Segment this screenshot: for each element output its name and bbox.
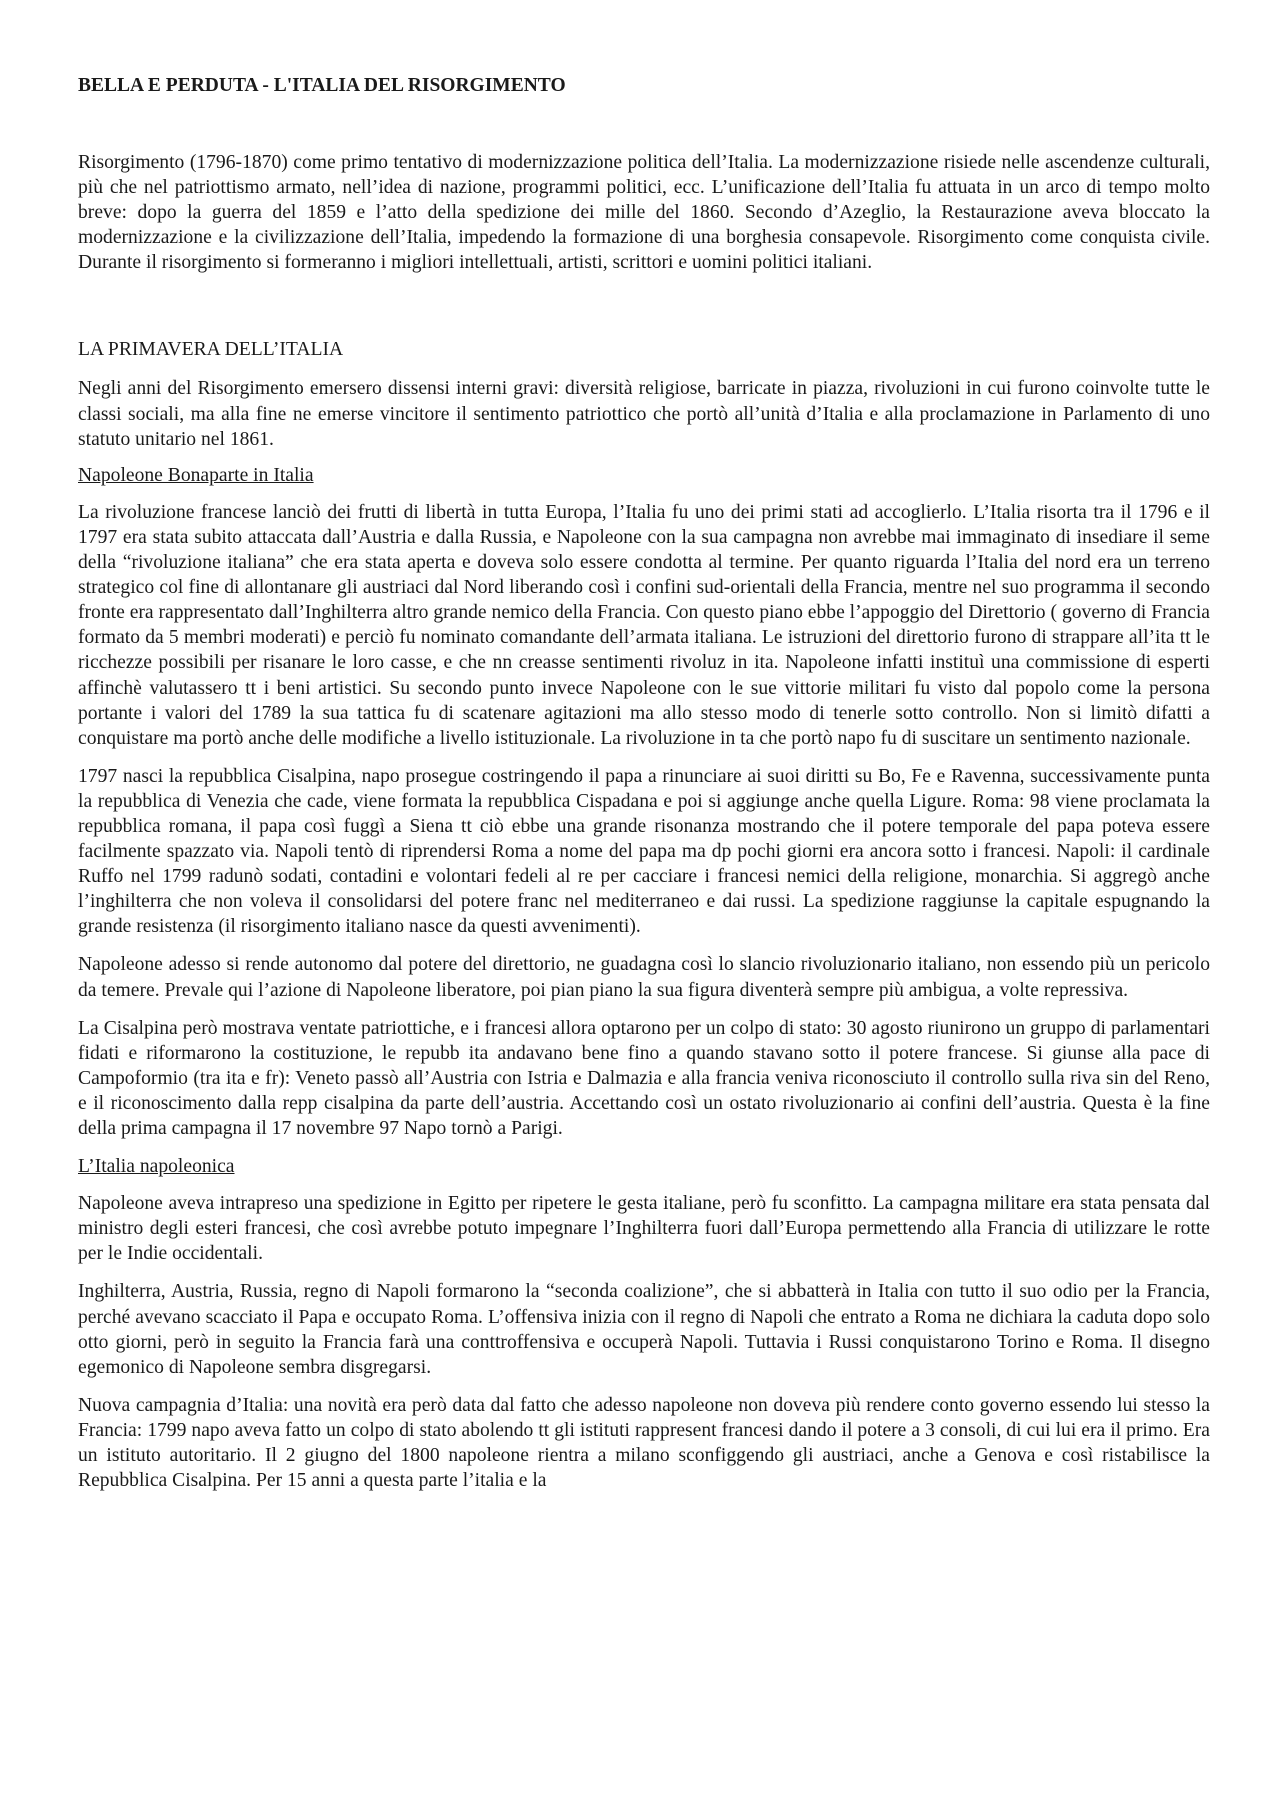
section-title-primavera: LA PRIMAVERA DELL’ITALIA: [78, 339, 344, 361]
paragraph: Inghilterra, Austria, Russia, regno di Napoli formarono la “seconda coalizione”, che si abbatterà in Italia con tutto il suo odio per la Francia, perché avevano scacciato il Papa e occupato Roma. L’offensiva inizia con il regno di Napoli che entrato a Roma ne dichiara la caduta dopo solo otto giorni, però in seguito la Francia farà una conttroffensiva e occuperà Napoli. Tuttavia i Russi conquistarono Torino e Roma. Il disegno egemonico di Napoleone sembra disgregarsi.: [78, 1281, 1210, 1378]
document-title: BELLA E PERDUTA - L'ITALIA DEL RISORGIMENTO: [78, 75, 566, 96]
paragraph: La rivoluzione francese lanciò dei frutti di libertà in tutta Europa, l’Italia fu uno dei primi stati ad accoglierlo. L’Italia risorta tra il 1796 e il 1797 era stata subito attaccata dall’Austria e dalla Russia, e Napoleone con la sua campagna non avrebbe mai immaginato di insediare il seme della “rivoluzione italiana” che era stata aperta e doveva solo essere condotta al termine. Per quanto riguarda l’Italia del nord era un terreno strategico col fine di allontanare gli austriaci dal Nord liberando così i confini sud-orientali della Francia, mentre nel suo programma il secondo fronte era rappresentato dall’Inghilterra altro grande nemico della Francia. Con questo piano ebbe l’appoggio del Direttorio ( governo di Francia formato da 5 membri moderati) e perciò fu nominato comandante dell’armata italiana. Le istruzioni del direttorio furono di strappare all’ita tt le ricchezze possibili per risanare le loro casse, e che nn creasse sentimenti rivoluz in ita. Napoleone infatti instituì una commissione di esperti affinchè valutassero tt i beni artistici. Su secondo punto invece Napoleone con le sue vittorie militari fu visto dal popolo come la persona portante i valori del 1789 la sua tattica fu di scatenare agitazioni ma allo stesso modo di tenerle sotto controllo. Non si limitò difatti a conquistare ma portò anche delle modifiche a livello istituzionale. La rivoluzione in ta che portò napo fu di suscitare un sentimento nazionale.: [78, 501, 1210, 749]
section-paragraph-primavera: Negli anni del Risorgimento emersero dissensi interni gravi: diversità religiose, barricate in piazza, rivoluzioni in cui furono coinvolte tutte le classi sociali, ma alla fine ne emerse vincitore il sentimento patriottico che portò all’unità d’Italia e alla proclamazione in Parlamento di uno statuto unitario nel 1861.: [78, 378, 1210, 450]
paragraph: Napoleone adesso si rende autonomo dal potere del direttorio, ne guadagna così lo slancio rivoluzionario italiano, non essendo più un pericolo da temere. Prevale qui l’azione di Napoleone liberatore, poi pian piano la sua figura diventerà sempre più ambigua, a volte repressiva.: [78, 954, 1210, 1001]
paragraph: 1797 nasci la repubblica Cisalpina, napo prosegue costringendo il papa a rinunciare ai suoi diritti su Bo, Fe e Ravenna, successivamente punta la repubblica di Venezia che cade, viene formata la repubblica Cispadana e poi si aggiunge anche quella Ligure. Roma: 98 viene proclamata la repubblica romana, il papa così fuggì a Siena tt ciò ebbe una grande risonanza mostrando che il potere temporale del papa poteva essere facilmente spazzato via. Napoli tentò di riprendersi Roma a nome del papa ma dp pochi giorni era ancora sotto i francesi. Napoli: il cardinale Ruffo nel 1799 radunò sodati, contadini e volontari fedeli al re per cacciare i francesi nemici della religione, monarchia. Si aggregò anche l’inghilterra che non voleva il consolidarsi del potere franc nel mediterraneo e dai russi. La spedizione raggiunse la capitale espugnando la grande resistenza (il risorgimento italiano nasce da questi avvenimenti).: [78, 765, 1210, 938]
paragraph: Napoleone aveva intrapreso una spedizione in Egitto per ripetere le gesta italiane, però fu sconfitto. La campagna militare era stata pensata dal ministro degli esteri francesi, che così avrebbe potuto impegnare l’Inghilterra fuori dall’Europa permettendo alla Francia di utilizzare le rotte per le Indie occidentali.: [78, 1193, 1210, 1265]
paragraph: La Cisalpina però mostrava ventate patriottiche, e i francesi allora optarono per un colpo di stato: 30 agosto riunirono un gruppo di parlamentari fidati e riformarono la costituzione, le repubb ita andavano bene fino a quando stavano sotto il potere francese. Si giunse alla pace di Campoformio (tra ita e fr): Veneto passò all’Austria con Istria e Dalmazia e alla francia veniva riconosciuto il controllo sulla riva sin del Reno, e il riconoscimento dalla repp cisalpina da parte dell’austria. Accettando così un ostato rivoluzionario ai confini dell’austria. Questa è la fine della prima campagna il 17 novembre 97 Napo tornò a Parigi.: [78, 1017, 1210, 1139]
subsection-title-italia-napoleonica: L’Italia napoleonica: [78, 1156, 235, 1178]
paragraph: Nuova campagnia d’Italia: una novità era però data dal fatto che adesso napoleone non doveva più rendere conto governo essendo lui stesso la Francia: 1799 napo aveva fatto un colpo di stato abolendo tt gli istituti rappresent francesi dando il potere a 3 consoli, di cui lui era il primo. Era un istituto autoritario. Il 2 giugno del 1800 napoleone rientra a milano sconfiggendo gli austriaci, anche a Genova e così ristabilisce la Repubblica Cisalpina. Per 15 anni a questa parte l’italia e la: [78, 1394, 1210, 1492]
intro-paragraph: Risorgimento (1796-1870) come primo tentativo di modernizzazione politica dell’Italia. La modernizzazione risiede nelle ascendenze culturali, più che nel patriottismo armato, nell’idea di nazione, programmi politici, ecc. L’unificazione dell’Italia fu attuata in un arco di tempo molto breve: dopo la guerra del 1859 e l’atto della spedizione dei mille del 1860. Secondo d’Azeglio, la Restaurazione aveva bloccato la modernizzazione e la civilizzazione dell’Italia, impedendo la formazione di una borghesia consapevole. Risorgimento come conquista civile. Durante il risorgimento si formeranno i migliori intellettuali, artisti, scrittori e uomini politici italiani.: [78, 152, 1210, 274]
document-page: [78, 74, 1210, 1506]
subsection-title-napoleone: Napoleone Bonaparte in Italia: [78, 464, 314, 486]
